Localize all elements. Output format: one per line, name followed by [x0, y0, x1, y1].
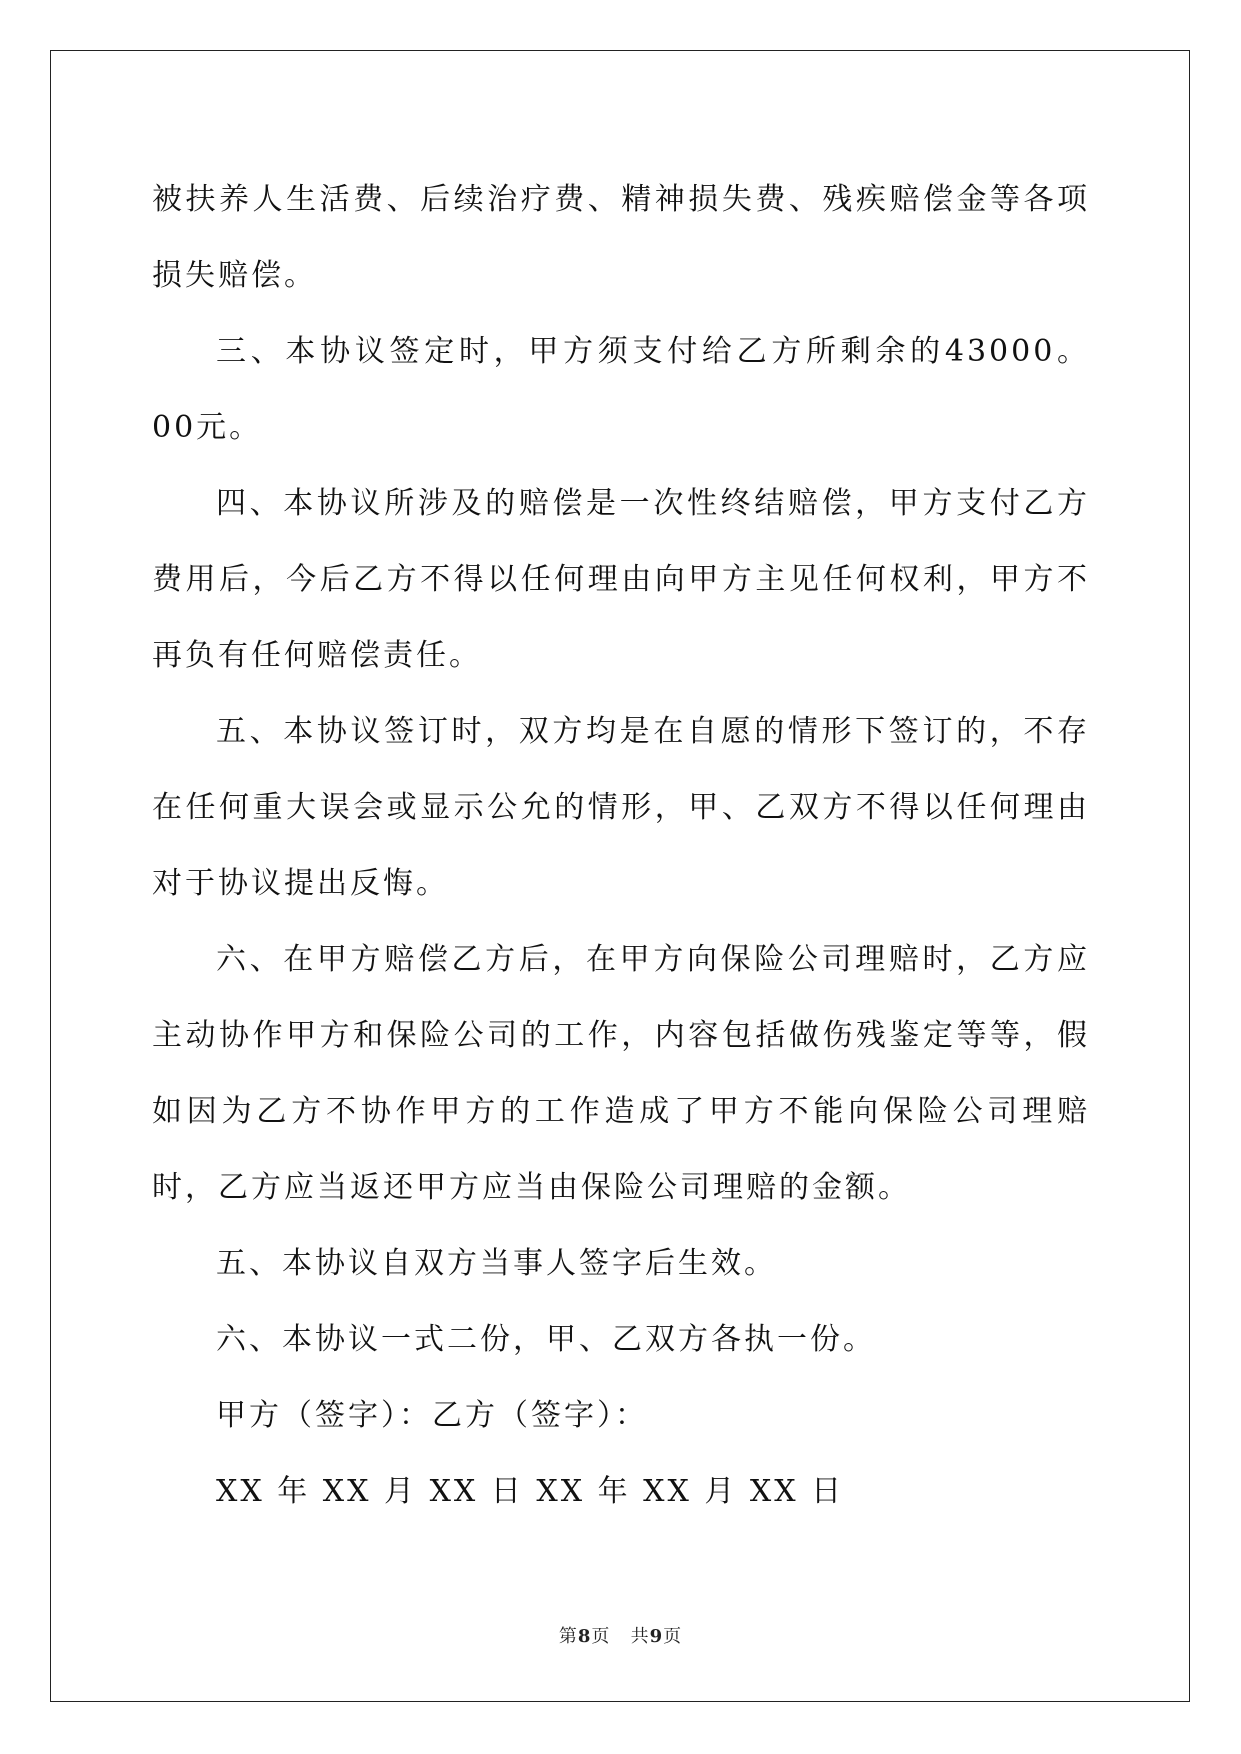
signature-line: 甲方（签字）：乙方（签字）：	[216, 1398, 648, 1433]
paragraph-clause-6: 六、在甲方赔偿乙方后，在甲方向保险公司理赔时，乙方应主动协作甲方和保险公司的工作，内容包括做伤残鉴定等等，假如因为乙方不协作甲方的工作造成了甲方不能向保险公司理赔时，乙方应当返还甲方应当由保险公司理赔的金额。	[152, 942, 1090, 1205]
footer-current-page: 8	[577, 1626, 592, 1647]
date-line: XX 年 XX 月 XX 日 XX 年 XX 月 XX 日	[216, 1474, 845, 1509]
paragraph-clause-5-effective: 五、本协议自双方当事人签字后生效。	[216, 1246, 777, 1281]
paragraph-clause-4: 四、本协议所涉及的赔偿是一次性终结赔偿，甲方支付乙方费用后，今后乙方不得以任何理由向甲方主见任何权利，甲方不再负有任何赔偿责任。	[152, 486, 1090, 673]
document-body	[152, 162, 1090, 1530]
footer-total-prefix: 共	[630, 1626, 650, 1647]
footer-page-word: 页	[591, 1626, 611, 1647]
footer-total-pages: 9	[649, 1626, 664, 1647]
page-number-footer	[0, 1622, 1241, 1648]
paragraph-clause-5: 五、本协议签订时，双方均是在自愿的情形下签订的，不存在任何重大误会或显示公允的情形，甲、乙双方不得以任何理由对于协议提出反悔。	[152, 714, 1090, 901]
paragraph-clause-3: 三、本协议签定时，甲方须支付给乙方所剩余的43000。00元。	[152, 334, 1090, 445]
paragraph-continued: 被扶养人生活费、后续治疗费、精神损失费、残疾赔偿金等各项损失赔偿。	[152, 182, 1090, 293]
footer-total-suffix: 页	[663, 1626, 683, 1647]
paragraph-clause-6-copies: 六、本协议一式二份，甲、乙双方各执一份。	[216, 1322, 876, 1357]
footer-prefix: 第	[558, 1626, 578, 1647]
